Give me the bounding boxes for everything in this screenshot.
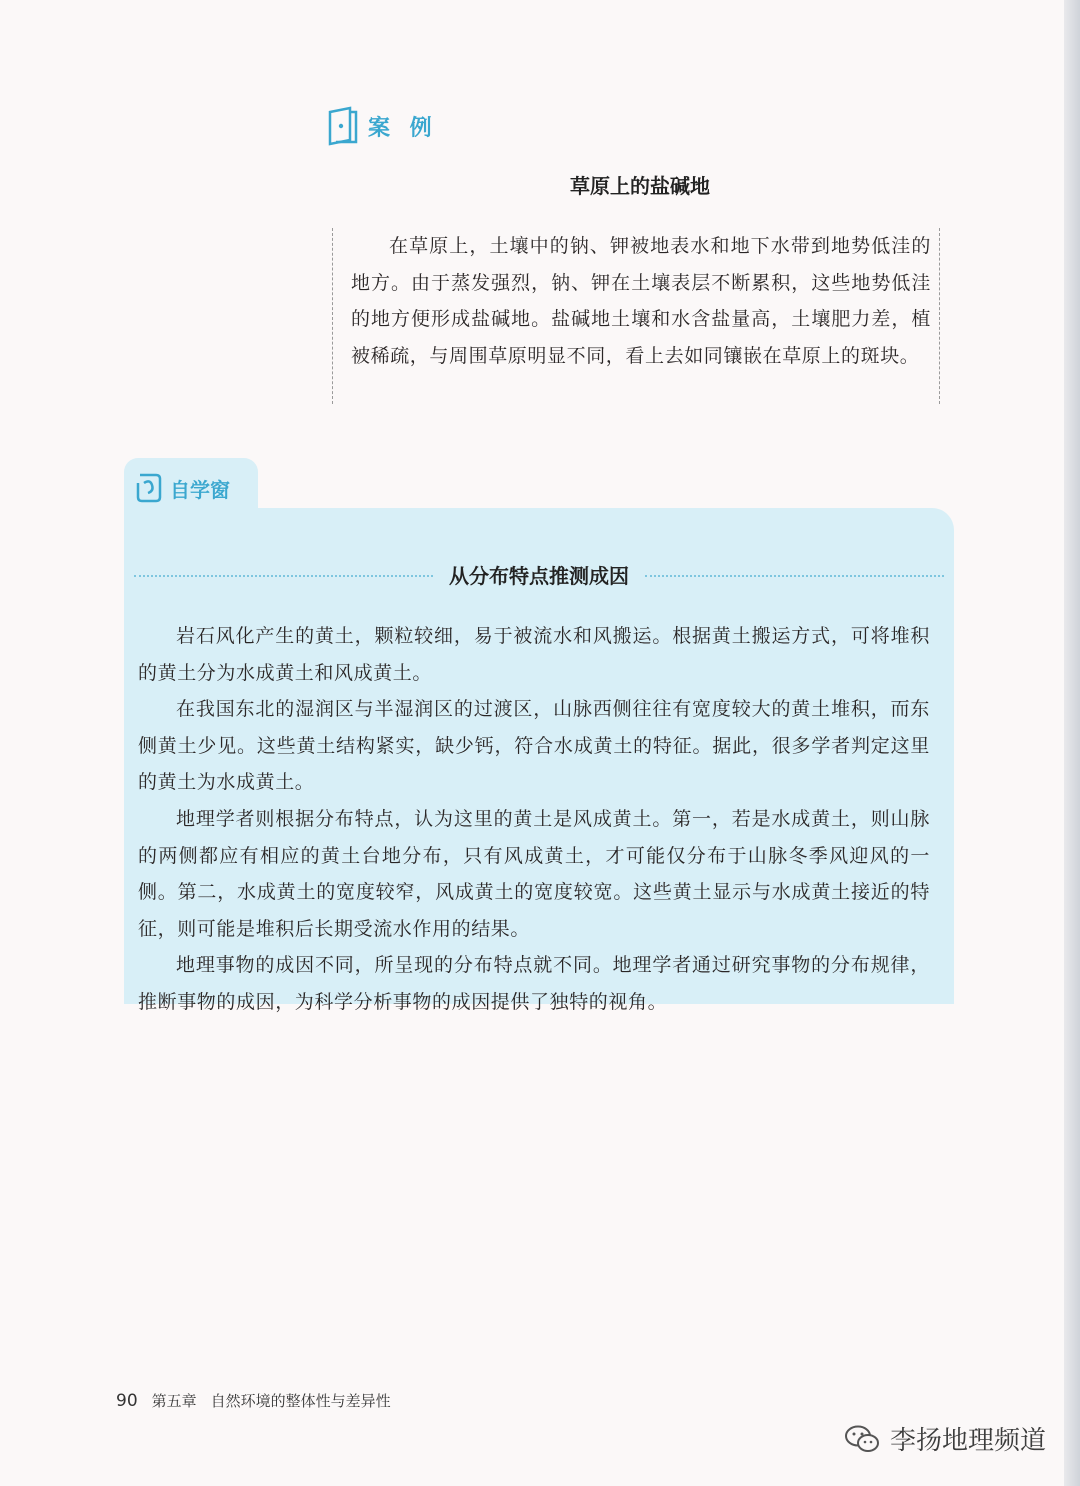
chapter-number: 第五章 <box>151 1392 197 1410</box>
case-header <box>326 104 438 148</box>
self-study-title: 从分布特点推测成因 <box>449 563 629 588</box>
dotted-divider-left <box>134 575 433 577</box>
self-study-label: 自学窗 <box>170 477 230 502</box>
page-footer <box>116 1390 391 1411</box>
case-paragraph: 在草原上，土壤中的钠、钾被地表水和地下水带到地势低洼的地方。由于蒸发强烈，钠、钾在土壤表层不断累积，这些地势低洼的地方便形成盐碱地。盐碱地土壤和水含盐量高，土壤肥力差，植被稀疏，与周围草原明显不同，看上去如同镶嵌在草原上的斑块。 <box>351 235 931 367</box>
wechat-icon <box>844 1424 880 1454</box>
self-study-title-row <box>134 558 944 590</box>
case-label: 案 例 <box>368 115 438 141</box>
self-study-body <box>138 618 930 1021</box>
self-study-paragraph-2: 在我国东北的湿润区与半湿润区的过渡区，山脉西侧往往有宽度较大的黄土堆积，而东侧黄土少见。这些黄土结构紧实，缺少钙，符合水成黄土的特征。据此，很多学者判定这里的黄土为水成黄土。 <box>138 698 930 794</box>
case-title: 草原上的盐碱地 <box>570 174 710 198</box>
self-study-paragraph-4: 地理事物的成因不同，所呈现的分布特点就不同。地理学者通过研究事物的分布规律，推断事物的成因，为科学分析事物的成因提供了独特的视角。 <box>138 954 930 1013</box>
page-edge <box>1064 0 1080 1486</box>
watermark-text: 李扬地理频道 <box>889 1426 1046 1456</box>
dotted-divider-right <box>645 575 944 577</box>
watermark <box>844 1420 1046 1457</box>
chapter-title: 自然环境的整体性与差异性 <box>210 1392 391 1410</box>
case-body <box>332 228 940 404</box>
self-study-paragraph-3: 地理学者则根据分布特点，认为这里的黄土是风成黄土。第一，若是水成黄土，则山脉的两侧都应有相应的黄土台地分布，只有风成黄土，才可能仅分布于山脉冬季风迎风的一侧。第二，水成黄土的宽度较窄，风成黄土的宽度较宽。这些黄土显示与水成黄土接近的特征，则可能是堆积后长期受流水作用的结果。 <box>138 807 930 940</box>
case-icon <box>326 106 360 146</box>
self-study-icon <box>134 471 164 505</box>
self-study-paragraph-1: 岩石风化产生的黄土，颗粒较细，易于被流水和风搬运。根据黄土搬运方式，可将堆积的黄土分为水成黄土和风成黄土。 <box>138 625 930 684</box>
page-number: 90 <box>116 1391 138 1411</box>
self-study-tab <box>124 458 258 518</box>
